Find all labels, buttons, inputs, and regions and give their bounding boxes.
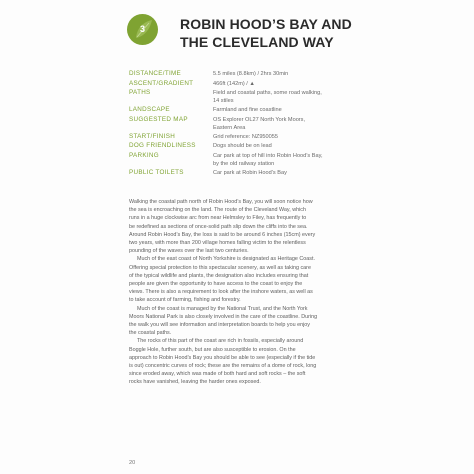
- fact-row: [129, 106, 359, 115]
- fact-value-line: Car park at Robin Hood’s Bay: [213, 169, 287, 176]
- fact-label: ASCENT/GRADIENT: [129, 79, 194, 87]
- body-line: the walk you will see information and interpretation boards to help you enjoy: [129, 322, 310, 329]
- body-line: Offering special protection to this spectacular scenery, as well as taking care: [129, 264, 311, 271]
- body-line: to take account of farming, fishing and forestry.: [129, 297, 241, 304]
- fact-label: DISTANCE/TIME: [129, 70, 182, 77]
- walk-title-line-1: ROBIN HOOD’S BAY AND: [180, 16, 352, 32]
- walk-number-badge: [127, 14, 158, 45]
- fact-row: [129, 116, 359, 132]
- body-paragraph: [129, 337, 349, 386]
- body-line: two years, with more than 200 village homes falling victim to the relentless: [129, 240, 306, 247]
- fact-value-line: Eastern Area: [213, 124, 246, 131]
- body-paragraph: [129, 255, 349, 304]
- fact-row: [129, 70, 359, 79]
- body-line: since eroded away, which was made of both hard and soft rocks – the soft: [129, 371, 306, 378]
- fact-label: PATHS: [129, 89, 151, 97]
- body-line: Around Robin Hood’s Bay, the loss is said to be around 6 inches (15cm) every: [129, 231, 316, 238]
- fact-value-line: Grid reference: NZ950055: [213, 133, 278, 140]
- fact-value-line: Field and coastal paths, some road walking,: [213, 90, 322, 97]
- fact-value: [213, 169, 359, 177]
- fact-row: [129, 142, 359, 151]
- walk-title: [180, 16, 410, 51]
- fact-value-line: 14 stiles: [213, 98, 234, 105]
- body-line: Moors National Park is also closely involved in the care of the coastline. During: [129, 313, 318, 320]
- walk-facts-table: [129, 70, 359, 179]
- fact-value-line: Dogs should be on lead: [213, 143, 272, 150]
- body-line: pounding of the waves over the last two centuries.: [129, 248, 249, 255]
- fact-label: LANDSCAPE: [129, 106, 170, 114]
- fact-value-line: 466ft (142m) / ▲: [213, 80, 255, 87]
- fact-value-line: OS Explorer OL27 North York Moors,: [213, 116, 306, 123]
- fact-value: [213, 116, 359, 132]
- fact-value: [213, 152, 359, 168]
- fact-value: [213, 70, 359, 78]
- walk-description: [129, 198, 349, 387]
- fact-value: [213, 133, 359, 141]
- body-line: be redefined as sections of once-solid path slip down the cliffs into the sea.: [129, 223, 308, 230]
- fact-label: START/FINISH: [129, 132, 176, 140]
- body-paragraph: [129, 305, 349, 338]
- body-line: the sea is encroaching on the land. The route of the Cleveland Way, which: [129, 207, 306, 214]
- fact-value: [213, 142, 359, 150]
- body-line: Boggle Hole, further south, but are also susceptible to erosion. On the: [129, 346, 296, 353]
- page-number: 20: [129, 460, 136, 466]
- body-line: approach to Robin Hood’s Bay you should be able to see (especially if the tide: [129, 354, 316, 361]
- fact-value: [213, 80, 359, 88]
- fact-value-line: Farmland and fine coastline: [213, 107, 282, 114]
- fact-value-line: Car park at top of hill into Robin Hood’s Bay,: [213, 152, 323, 159]
- fact-value: [213, 89, 359, 105]
- walk-number: 3: [139, 24, 145, 34]
- fact-label: PARKING: [129, 151, 159, 159]
- body-line: runs in a huge clockwise arc from near Helmsley to Filey, has frequently to: [129, 215, 307, 222]
- body-paragraph: [129, 198, 349, 255]
- fact-row: [129, 80, 359, 89]
- body-line: Much of the east coast of North Yorkshire is designated as Heritage Coast.: [137, 256, 315, 263]
- walk-title-line-2: THE CLEVELAND WAY: [180, 33, 334, 50]
- fact-label: PUBLIC TOILETS: [129, 168, 184, 176]
- body-line: the coastal paths.: [129, 330, 172, 337]
- fact-row: [129, 152, 359, 168]
- body-line: views. There is also a requirement to look after the inshore waters, as well as: [129, 289, 313, 296]
- fact-row: [129, 89, 359, 105]
- body-line: rocks have vanished, leaving the harder ones exposed.: [129, 379, 261, 386]
- body-line: Much of the coast is managed by the National Trust, and the North York: [137, 305, 308, 312]
- fact-label: DOG FRIENDLINESS: [129, 142, 196, 150]
- body-line: of the typical wildlife and plants, the designation also includes ensuring that: [129, 272, 309, 279]
- fact-row: [129, 133, 359, 142]
- body-line: is out) concentric curves of rock; these are the remains of a dome of rock, long: [129, 363, 317, 370]
- body-line: people are given the opportunity to have access to the coast to enjoy the: [129, 281, 303, 288]
- fact-value: [213, 106, 359, 114]
- fact-value-line: by the old railway station: [213, 161, 275, 168]
- fact-value-line: 5.5 miles (8.8km) / 2hrs 30min: [213, 71, 289, 77]
- fact-label: SUGGESTED MAP: [129, 115, 188, 123]
- body-line: The rocks of this part of the coast are rich in fossils, especially around: [137, 338, 304, 345]
- fact-row: [129, 169, 359, 178]
- body-line: Walking the coastal path north of Robin Hood’s Bay, you will soon notice how: [129, 199, 313, 205]
